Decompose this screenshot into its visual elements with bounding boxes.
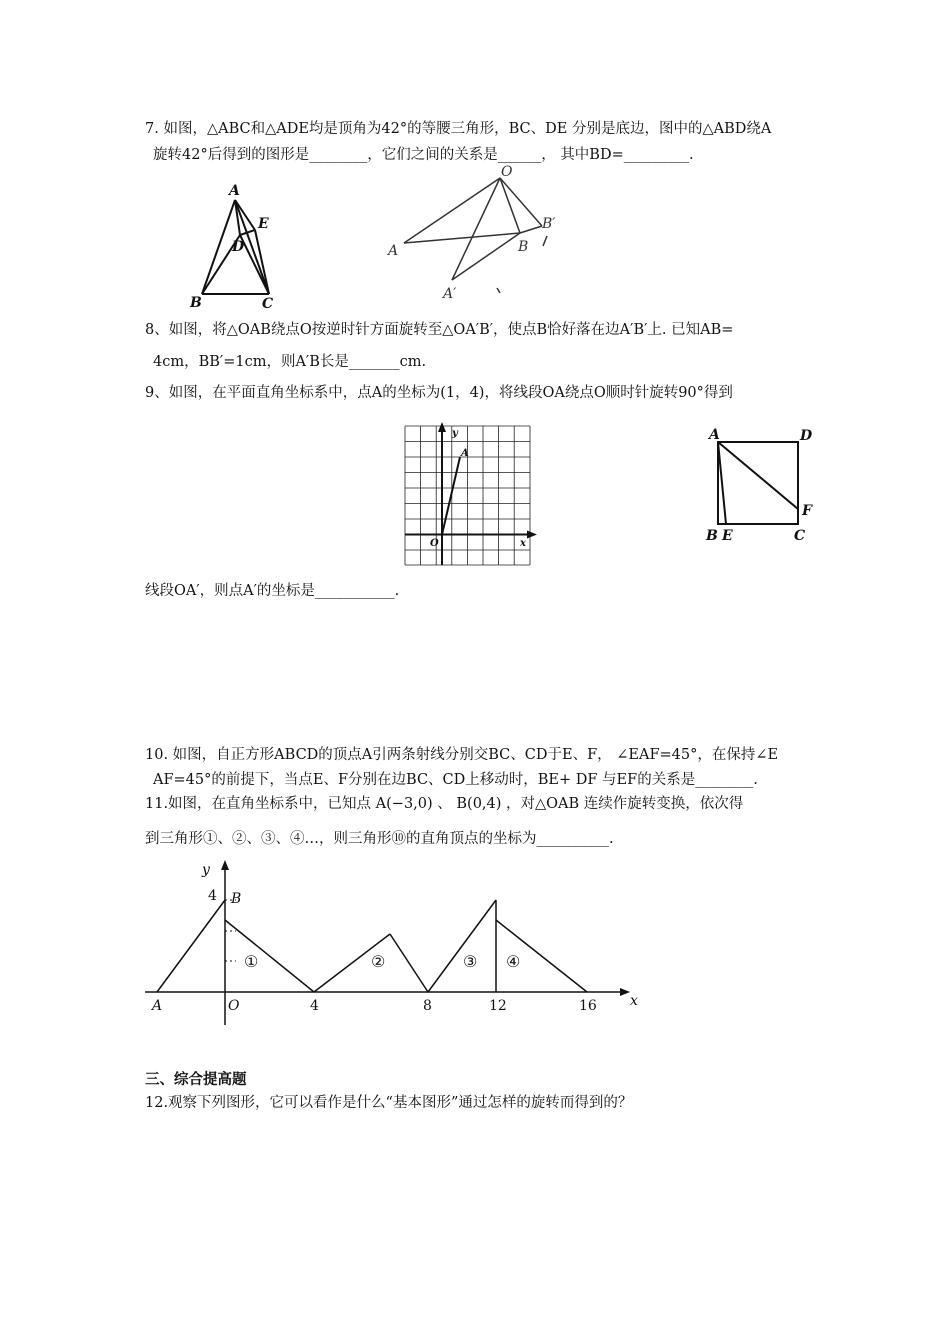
label-C: C <box>262 296 274 310</box>
label-12-x: 12 <box>489 998 507 1014</box>
triangle-label-3: ③ <box>463 952 478 971</box>
q7-line2: 旋转42°后得到的图形是________，它们之间的关系是______， 其中BD=_________. <box>153 147 694 163</box>
label-O: O <box>430 538 439 549</box>
label-D: D <box>232 239 245 255</box>
label-D: D <box>800 428 813 444</box>
q9-line1: 9、如图，在平面直角坐标系中，点A的坐标为(1，4)，将线段OA绕点O顺时针旋转90°得到 <box>145 385 733 401</box>
label-B: B <box>231 891 242 907</box>
triangle-label-4: ④ <box>506 952 521 971</box>
q9-grid-figure <box>400 420 540 570</box>
q7-figure-rotation <box>380 160 580 305</box>
q7-line1: 7. 如图，△ABC和△ADE均是顶角为42°的等腰三角形，BC、DE 分别是底边，图中的△ABD绕A <box>145 121 772 137</box>
label-A: A <box>709 427 720 443</box>
label-8-x: 8 <box>423 998 432 1014</box>
q10-line1: 10. 如图，自正方形ABCD的顶点A引两条射线分别交BC、CD于E、F， ∠EAF=45°，在保持∠E <box>145 747 779 763</box>
label-E: E <box>258 216 269 232</box>
label-A: A <box>152 998 163 1014</box>
q8-line1: 8、如图，将△OAB绕点O按逆时针方面旋转至△OA′B′，使点B恰好落在边A′B′上. 已知AB= <box>145 322 734 338</box>
label-C: C <box>794 528 806 544</box>
triangle-label-1: ① <box>244 952 259 971</box>
label-B: B <box>190 295 202 310</box>
q11-line2: 到三角形①、②、③、④…，则三角形⑩的直角顶点的坐标为__________. <box>145 831 614 847</box>
label-F: F <box>802 503 812 519</box>
q7-figure-triangles <box>180 180 290 310</box>
q10-square-figure <box>700 422 825 547</box>
q9-line2: 线段OA′，则点A′的坐标是___________. <box>145 583 400 599</box>
q11-line1: 11.如图，在直角坐标系中，已知点 A(−3,0) 、 B(0,4) ，对△OAB 连续作旋转变换，依次得 <box>145 796 744 812</box>
label-x: x <box>630 993 638 1009</box>
label-x: x <box>520 538 526 549</box>
label-16-x: 16 <box>579 998 597 1014</box>
label-A: A <box>461 448 469 459</box>
label-y: y <box>202 862 210 878</box>
q12-line: 12.观察下列图形，它可以看作是什么“基本图形”通过怎样的旋转而得到的？ <box>145 1095 633 1111</box>
label-A: A <box>388 243 399 259</box>
label-O: O <box>501 164 513 180</box>
label-4-x: 4 <box>310 998 319 1014</box>
label-B: B <box>706 528 718 544</box>
q8-line2: 4cm，BB′=1cm，则A′B长是_______cm. <box>153 354 427 370</box>
label-B: B <box>518 239 529 255</box>
q10-line2: AF=45°的前提下，当点E、F分别在边BC、CD上移动时，BE+ DF 与EF的关系是________. <box>153 772 758 788</box>
label-B-prime: B′ <box>542 216 556 232</box>
label-O: O <box>228 998 240 1014</box>
section3-title: 三、综合提高题 <box>145 1071 247 1088</box>
label-A-prime: A′ <box>443 286 457 302</box>
triangle-label-2: ② <box>371 952 386 971</box>
q11-figure <box>140 858 650 1030</box>
label-E: E <box>722 528 733 544</box>
label-A: A <box>229 183 240 199</box>
label-4-y: 4 <box>208 888 217 904</box>
label-y: y <box>452 428 458 439</box>
